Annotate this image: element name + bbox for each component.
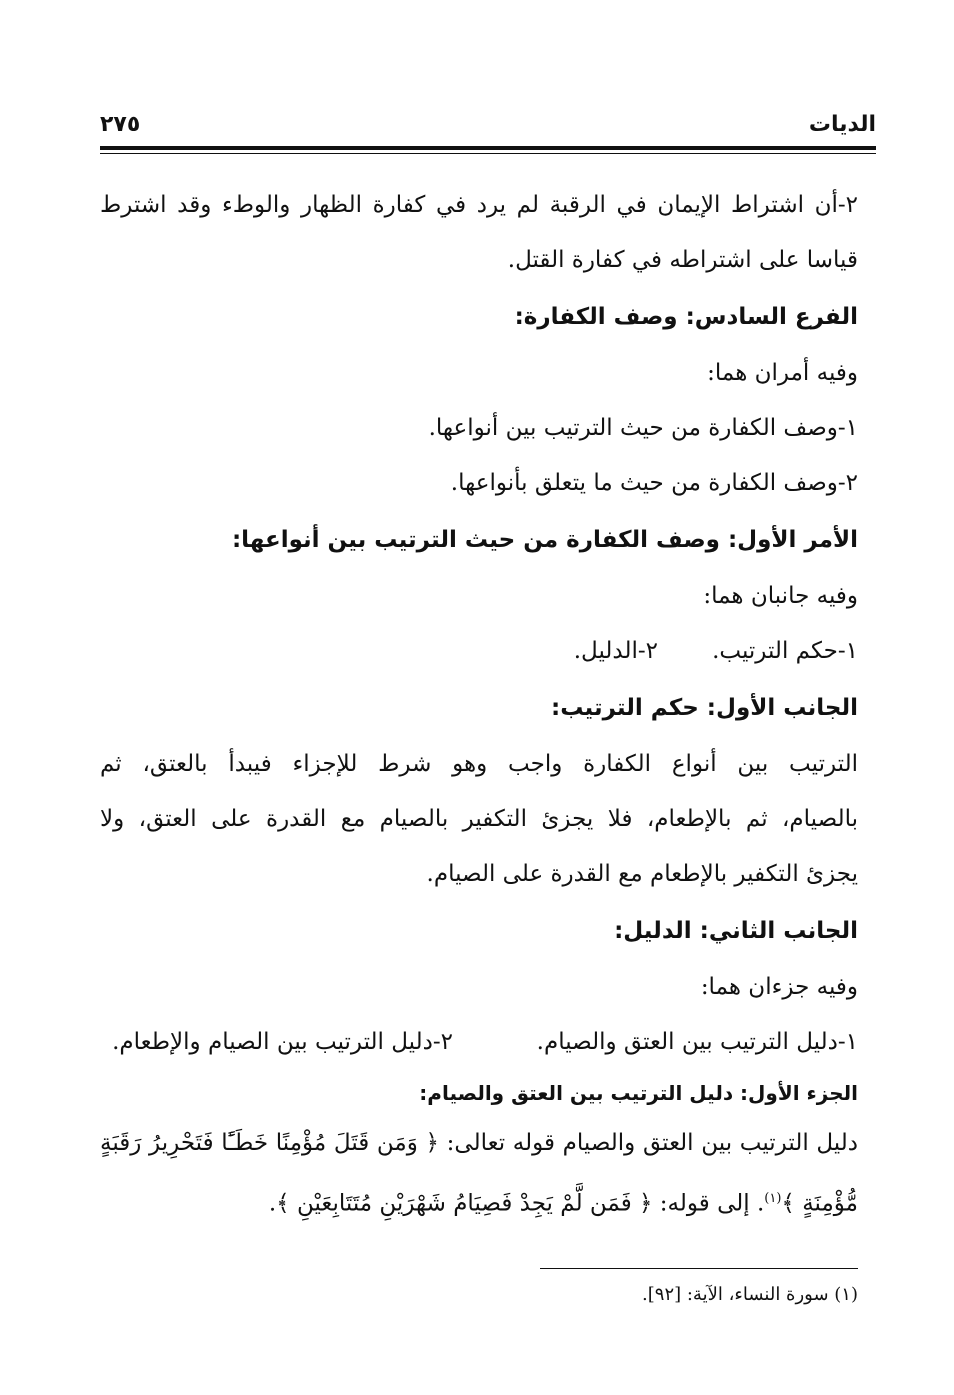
intro-line: وفيه جانبان هما: (703, 583, 858, 609)
list-item: ٢-وصف الكفارة من حيث ما يتعلق بأنواعها. (450, 470, 858, 496)
paragraph-line: دليل الترتيب بين العتق والصيام قوله تعالى: ﴿ وَمَن قَتَلَ مُؤْمِنًا خَطَـًٔا فَتَحْرِيرُ رَقَبَةٍ (100, 1130, 858, 1156)
running-title: الديات (808, 112, 876, 137)
list-item: ١-وصف الكفارة من حيث الترتيب بين أنواعها. (428, 415, 858, 441)
paragraph-line: بالصيام، ثم بالإطعام، فلا يجزئ التكفير بالصيام مع القدرة على العتق، ولا (100, 806, 858, 832)
paragraph-line: يجزئ التكفير بالإطعام مع القدرة على الصيام. (426, 861, 858, 887)
footnote-separator (540, 1268, 858, 1269)
intro-line: وفيه جزءان هما: (700, 974, 858, 1000)
header-rule-thin (100, 153, 876, 154)
list-item: ١-حكم الترتيب. (712, 638, 858, 664)
list-item: ٢-الدليل. (573, 638, 658, 664)
quran-quote: مُّؤْمِنَةٍ ﴾ (781, 1190, 858, 1217)
header-rule-thick (100, 146, 876, 150)
footnote-ref: (١) (764, 1191, 782, 1206)
section-heading: الجانب الأول: حكم الترتيب: (551, 695, 858, 721)
list-row (100, 1015, 858, 1070)
paragraph-line: الترتيب بين أنواع الكفارة واجب وهو شرط للإجزاء فيبدأ بالعتق، ثم (100, 751, 858, 777)
footnote: (١) سورة النساء، الآية: [٩٢]. (642, 1284, 858, 1305)
section-heading: الفرع السادس: وصف الكفارة: (514, 304, 858, 330)
list-item: ١-دليل الترتيب بين العتق والصيام. (536, 1029, 858, 1055)
paragraph-line (100, 1171, 858, 1226)
section-heading: الأمر الأول: وصف الكفارة من حيث الترتيب بين أنواعها: (231, 527, 858, 553)
list-item: ٢-دليل الترتيب بين الصيام والإطعام. (112, 1029, 453, 1055)
main-text (100, 178, 858, 1226)
section-heading: الجزء الأول: دليل الترتيب بين العتق والصيام: (419, 1081, 858, 1105)
quran-quote: . إلى قوله: ﴿ فَمَن لَّمْ يَجِدْ فَصِيَامُ شَهْرَيْنِ مُتَتَابِعَيْنِ ﴾. (268, 1190, 765, 1217)
page-header (100, 112, 876, 144)
paragraph-line: قياسا على اشتراطه في كفارة القتل. (507, 247, 858, 273)
intro-line: وفيه أمران هما: (707, 360, 858, 386)
list-row (100, 624, 858, 679)
page-number: ٢٧٥ (100, 112, 141, 137)
paragraph-line: ٢-أن اشتراط الإيمان في الرقبة لم يرد في كفارة الظهار والوطء وقد اشترط (100, 192, 858, 218)
section-heading: الجانب الثاني: الدليل: (614, 918, 858, 944)
